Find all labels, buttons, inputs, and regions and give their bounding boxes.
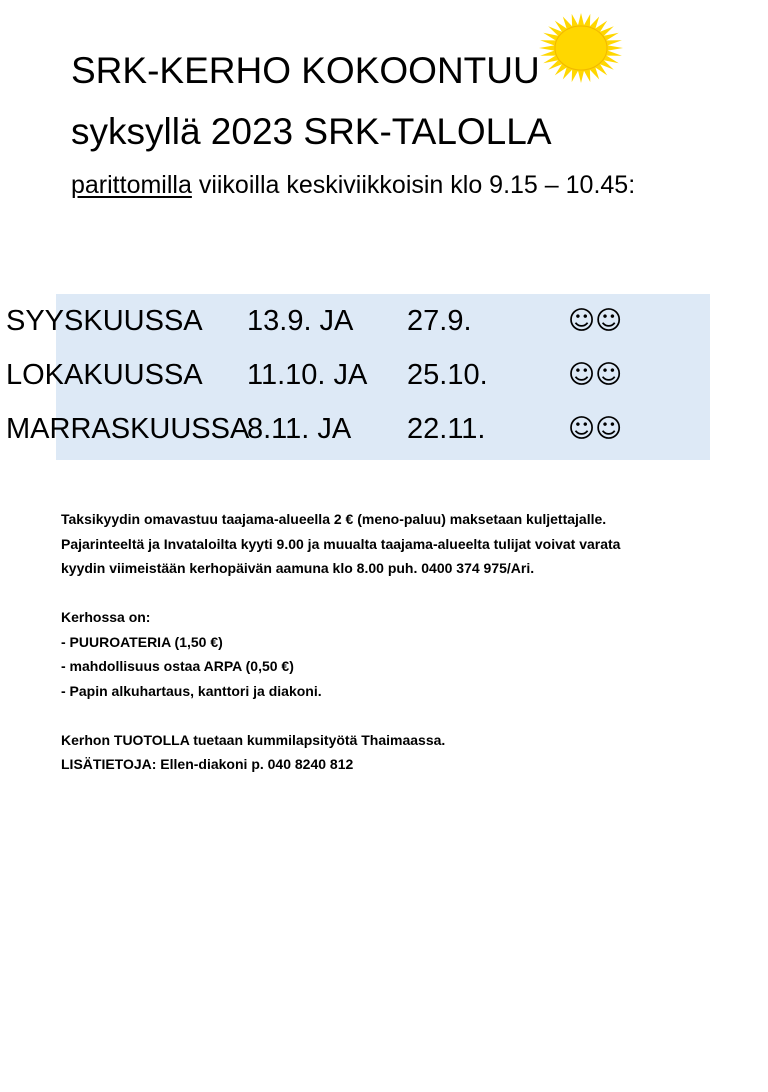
spacer <box>61 581 721 606</box>
subtitle <box>71 169 635 201</box>
first-date: 8.11. JA <box>247 413 352 445</box>
first-date: 11.10. JA <box>247 359 368 391</box>
month-label: LOKAKUUSSA <box>6 359 203 391</box>
info-section <box>61 507 721 777</box>
smiley-icon: ☺☺ <box>568 306 623 336</box>
schedule-row <box>0 296 654 346</box>
subtitle-rest: viikoilla keskiviikkoisin klo 9.15 – 10.45: <box>191 171 636 199</box>
smiley-icon: ☺☺ <box>568 414 623 444</box>
heading-line-1: SRK-KERHO KOKOONTUU <box>71 50 540 91</box>
second-date: 25.10. <box>407 359 488 391</box>
spacer <box>61 703 721 728</box>
taxi-info-line: Pajarinteeltä ja Invataloilta kyyti 9.00 ja muualta taajama-alueelta tulijat voivat varata <box>61 535 621 552</box>
club-item: - Papin alkuhartaus, kanttori ja diakoni. <box>61 682 322 699</box>
contact-text: LISÄTIETOJA: Ellen-diakoni p. 040 8240 812 <box>61 756 354 772</box>
club-item: - PUUROATERIA (1,50 €) <box>61 633 223 650</box>
heading-line-2: syksyllä 2023 SRK-TALOLLA <box>71 111 552 152</box>
smiley-icon: ☺☺ <box>568 360 623 390</box>
first-date: 13.9. JA <box>247 305 354 337</box>
schedule-row <box>0 404 654 454</box>
month-label: MARRASKUUSSA <box>6 413 250 445</box>
sun-icon <box>538 12 624 84</box>
schedule-row <box>0 350 654 400</box>
taxi-info-line: kyydin viimeistään kerhopäivän aamuna klo 8.00 puh. 0400 374 975/Ari. <box>61 560 535 576</box>
second-date: 27.9. <box>407 305 472 337</box>
proceeds-text: Kerhon TUOTOLLA tuetaan kummilapsityötä Thaimaassa. <box>61 731 446 748</box>
taxi-info-line: Taksikyydin omavastuu taajama-alueella 2 € (meno-paluu) maksetaan kuljettajalle. <box>61 511 607 527</box>
second-date: 22.11. <box>407 413 486 445</box>
club-heading: Kerhossa on: <box>61 609 151 625</box>
subtitle-underlined: parittomilla <box>71 171 192 199</box>
club-item: - mahdollisuus ostaa ARPA (0,50 €) <box>61 658 294 674</box>
month-label: SYYSKUUSSA <box>6 305 203 337</box>
